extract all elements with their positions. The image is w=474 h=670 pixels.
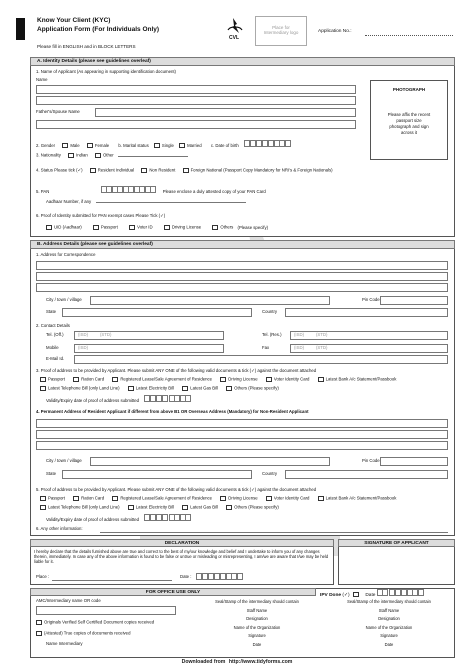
gender-male-checkbox[interactable] — [62, 143, 68, 148]
seal-left-column: Seal/Stamp of the intermediary should contain Staff Name Designation Name of the Organization Signature Date — [215, 599, 299, 647]
proof-others-checkbox[interactable] — [212, 225, 218, 230]
proof3-item-0-checkbox[interactable] — [40, 377, 46, 382]
correspondence-label: 1. Address for Correspondence — [36, 252, 96, 257]
father-spouse-field[interactable] — [95, 108, 356, 117]
proof5-validity-row: Validity/Expiry date of proof of address submitted — [46, 514, 191, 523]
fax-field[interactable] — [290, 344, 448, 353]
proof3-item-3-checkbox[interactable] — [220, 377, 226, 382]
identity-section-title: A. Identity Details (please see guidelines overleaf) — [30, 57, 455, 66]
nationality-indian-checkbox[interactable] — [68, 153, 74, 158]
tel-off-std: (STD) — [100, 332, 112, 337]
declaration-date-label: Date : — [180, 574, 192, 579]
fax-label: Fax — [262, 345, 270, 350]
perm-country-label: Country — [262, 471, 278, 476]
marital-married-checkbox[interactable] — [179, 143, 185, 148]
proof3-item-4-checkbox[interactable] — [266, 377, 272, 382]
pan-row: 5. PAN Please enclose a duly attested copy of your PAN Card — [36, 186, 266, 195]
permanent-address-label: 4. Permanent Address of Resident Applicant if different from above B1 OR Overseas Address (Mandatory) for Non-Resident Applicant — [36, 409, 309, 414]
father-spouse-label: Father's/Spouse Name — [36, 109, 80, 114]
proof-voter-checkbox[interactable] — [129, 225, 135, 230]
other-info-label: 6. Any other information: — [36, 526, 83, 531]
perm-pin-label: Pin Code — [362, 458, 380, 463]
pan-cells[interactable] — [101, 189, 156, 194]
declaration-text: I hereby declare that the details furnished above are true and correct to the best of my/our knowledge and belief and I undertake to inform you of any changes therein, immediately. In case any of the above information is found to be false or untrue or misleading or misrepresenting, I am/we are aware that I/we may be held liable for it. — [34, 549, 329, 565]
proof3-validity-cells[interactable] — [144, 398, 190, 403]
corr-pin-field[interactable] — [380, 296, 448, 305]
corr-state-label: State — [46, 309, 57, 314]
application-no-label: Application No.: — [318, 29, 352, 34]
status-resident-checkbox[interactable] — [90, 168, 96, 173]
father-spouse-field-2[interactable] — [36, 120, 356, 129]
proof5-item-4-checkbox[interactable] — [266, 496, 272, 501]
gender-marital-dob-row: 2. Gender Male Female b. Marital status Single Married c. Date of birth — [36, 140, 290, 149]
proof-driving-checkbox[interactable] — [164, 225, 170, 230]
office-use-title: FOR OFFICE USE ONLY — [30, 588, 316, 596]
corr-city-label: City / town / village — [46, 297, 82, 302]
proof5-item-6-checkbox[interactable] — [40, 505, 46, 510]
proof-address-5-options-a: Passport Ration Card Registered Lease/Sale Agreement of Residence Driving License Voter Identity Card Latest Bank A/c Statement/Passbook — [40, 496, 396, 502]
fax-std: (STD) — [316, 345, 328, 350]
corr-country-field[interactable] — [285, 308, 448, 317]
contact-details-label: 2. Contact Details — [36, 323, 70, 328]
perm-address-line3[interactable] — [36, 441, 448, 450]
cvl-logo-text: CVL — [229, 35, 239, 41]
email-field[interactable] — [74, 355, 448, 364]
perm-state-field[interactable] — [62, 470, 252, 479]
form-title-line2: Application Form (For Individuals Only) — [37, 26, 160, 33]
aadhaar-row: Aadhaar Number, if any — [46, 200, 246, 205]
footer-link[interactable]: http://www.tidyforms.com — [228, 659, 293, 665]
fax-isd: (ISD) — [294, 345, 305, 350]
proof5-item-3-checkbox[interactable] — [220, 496, 226, 501]
proof3-item-9-checkbox[interactable] — [226, 386, 232, 391]
amc-name-field[interactable] — [36, 606, 176, 615]
proof5-item-5-checkbox[interactable] — [318, 496, 324, 501]
page-tab-marker — [16, 18, 25, 40]
proof3-item-8-checkbox[interactable] — [182, 386, 188, 391]
tel-off-isd: (ISD) — [78, 332, 89, 337]
applicant-name-field[interactable] — [36, 85, 356, 94]
other-info-underline[interactable] — [100, 532, 448, 533]
proof5-item-2-checkbox[interactable] — [112, 496, 118, 501]
perm-address-line2[interactable] — [36, 430, 448, 439]
proof5-validity-cells[interactable] — [144, 517, 190, 522]
corr-address-line3[interactable] — [36, 283, 448, 292]
tel-res-std: (STD) — [316, 332, 328, 337]
intermediary-label: Name Intermediary — [46, 641, 83, 646]
attested-copies-checkbox[interactable] — [36, 631, 42, 636]
application-no-underline — [365, 35, 453, 36]
proof-address-3-options-a: Passport Ration Card Registered Lease/Sale Agreement of Residence Driving License Voter Identity Card Latest Bank A/c Statement/Passbook — [40, 377, 396, 383]
proof-identity-options: UID (Aadhaar) Passport Voter ID Driving License Others (Please specify) — [46, 225, 268, 231]
footer-text: Downloaded from — [181, 659, 226, 665]
status-row: 4. Status Please tick (✓) Resident Individual Non Resident Foreign National (Passport Copy Mandatory for NRI's & Foreign Nationals) — [36, 167, 333, 173]
marital-single-checkbox[interactable] — [154, 143, 160, 148]
proof5-item-1-checkbox[interactable] — [73, 496, 79, 501]
corr-city-field[interactable] — [90, 296, 330, 305]
tel-off-field[interactable] — [74, 331, 224, 340]
proof3-item-2-checkbox[interactable] — [112, 377, 118, 382]
proof-address-5-options-b: Latest Telephone Bill (only Land Line) Latest Electricity Bill Latest Gas Bill Others (Please specify) — [40, 505, 279, 511]
perm-address-line1[interactable] — [36, 419, 448, 428]
declaration-date-cells[interactable] — [196, 573, 242, 582]
fill-instruction: Please fill in ENGLISH and in BLOCK LETTERS — [37, 44, 136, 49]
status-nri-checkbox[interactable] — [141, 168, 147, 173]
perm-city-label: City / town / village — [46, 458, 82, 463]
intermediary-logo-placeholder: Place for Intermediary logo — [255, 16, 307, 46]
proof3-item-1-checkbox[interactable] — [73, 377, 79, 382]
ipv-done-checkbox[interactable] — [353, 592, 359, 597]
applicant-name-field-2[interactable] — [36, 96, 356, 105]
attested-copies-row: (Attested) True copies of documents received — [36, 631, 130, 637]
tel-res-isd: (ISD) — [294, 332, 305, 337]
corr-address-line1[interactable] — [36, 261, 448, 270]
amc-name-label: AMC/Intermediary name OR code — [36, 598, 101, 603]
mobile-label: Mobile — [46, 345, 59, 350]
proof-identity-label-row: 6. Proof of Identity submitted for PAN exempt cases Please Tick (✓) — [36, 213, 166, 218]
perm-city-field[interactable] — [90, 457, 330, 466]
originals-verified-row: Originals Verified Self Certified Document copies received — [36, 620, 154, 626]
nationality-other-checkbox[interactable] — [95, 153, 101, 158]
originals-verified-checkbox[interactable] — [36, 620, 42, 625]
seal-right-column: Seal/Stamp of the intermediary should contain Staff Name Designation Name of the Organization Signature Date — [347, 599, 431, 647]
applicant-name-label: 1. Name of Applicant (As appearing in supporting identification document) — [36, 69, 176, 74]
email-label: E-Mail Id. — [46, 356, 65, 361]
tel-res-field[interactable] — [290, 331, 448, 340]
mobile-field[interactable] — [74, 344, 224, 353]
proof3-item-7-checkbox[interactable] — [128, 386, 134, 391]
corr-address-line2[interactable] — [36, 272, 448, 281]
tel-res-label: Tel. (Res.) — [262, 332, 282, 337]
declaration-place-field[interactable] — [52, 580, 172, 581]
nationality-row: 3. Nationality Indian Other — [36, 153, 188, 159]
proof-uid-checkbox[interactable] — [46, 225, 52, 230]
photograph-box: PHOTOGRAPH Please affix the recent passport size photograph and sign across it — [370, 80, 448, 160]
proof-address-5-label: 5. Proof of address to be provided by Applicant. Please submit ANY ONE of the following valid documents & tick (✓) against the document attached — [36, 487, 317, 492]
address-section-title: B. Address Details (please see guidelines overleaf) — [30, 240, 455, 249]
dob-cells[interactable] — [244, 143, 290, 148]
download-footer — [0, 660, 474, 666]
name-sub-label: Name — [36, 77, 48, 82]
nationality-other-field[interactable] — [118, 156, 188, 157]
proof-address-3-options-b: Latest Telephone Bill (only Land Line) Latest Electricity Bill Latest Gas Bill Others (Please specify) — [40, 386, 279, 392]
form-title-line1: Know Your Client (KYC) — [37, 17, 111, 24]
signature-title: SIGNATURE OF APPLICANT — [338, 539, 455, 547]
proof5-item-0-checkbox[interactable] — [40, 496, 46, 501]
proof-passport-checkbox[interactable] — [93, 225, 99, 230]
perm-country-field[interactable] — [285, 470, 448, 479]
ipv-row: IPV Done (✓) Date — [320, 589, 423, 599]
corr-country-label: Country — [262, 309, 278, 314]
perm-pin-field[interactable] — [380, 457, 448, 466]
gender-female-checkbox[interactable] — [87, 143, 93, 148]
proof3-validity-row: Validity/Expiry date of proof of address submitted — [46, 395, 191, 404]
proof3-item-6-checkbox[interactable] — [40, 386, 46, 391]
perm-state-label: State — [46, 471, 57, 476]
proof3-item-5-checkbox[interactable] — [318, 377, 324, 382]
tel-off-label: Tel. (Off.) — [46, 332, 64, 337]
proof5-item-9-checkbox[interactable] — [226, 505, 232, 510]
proof5-item-8-checkbox[interactable] — [182, 505, 188, 510]
corr-state-field[interactable] — [62, 308, 252, 317]
declaration-title: DECLARATION — [30, 539, 334, 547]
proof5-item-7-checkbox[interactable] — [128, 505, 134, 510]
mobile-isd: (ISD) — [78, 345, 89, 350]
proof-address-3-label: 3. Proof of address to be provided by Applicant. Please submit ANY ONE of the following valid documents & tick (✓) against the document attached — [36, 368, 317, 373]
aadhaar-field[interactable] — [96, 202, 246, 203]
status-foreign-checkbox[interactable] — [183, 168, 189, 173]
declaration-place-label: Place : — [36, 574, 50, 579]
corr-pin-label: Pin Code — [362, 297, 380, 302]
